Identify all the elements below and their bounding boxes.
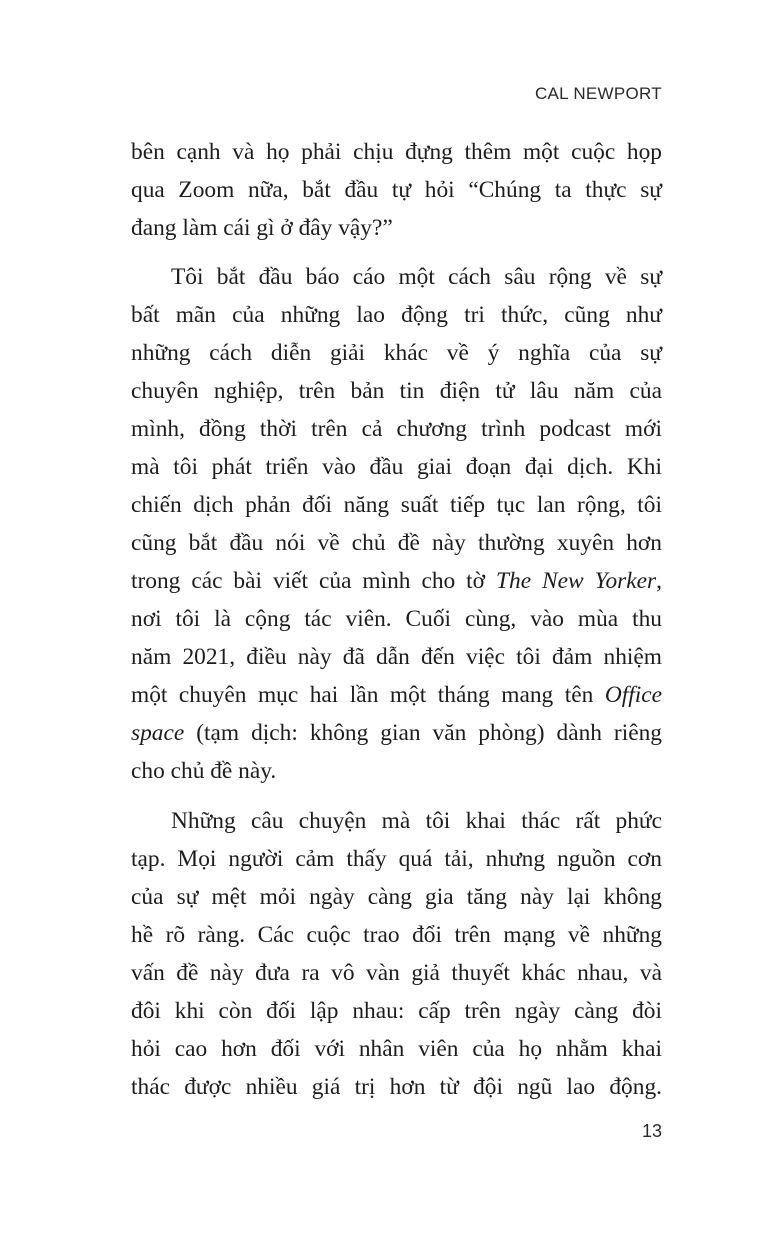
text-line: những cách diễn giải khác về ý nghĩa của sự — [131, 340, 662, 366]
text-line: thác được nhiều giá trị hơn từ đội ngũ lao động. — [131, 1074, 662, 1100]
italic-text: The New Yorker — [496, 568, 657, 594]
text-line: chiến dịch phản đối năng suất tiếp tục lan rộng, tôi — [131, 492, 662, 518]
text-line: cũng bắt đầu nói về chủ đề này thường xuyên hơn — [131, 530, 662, 556]
text-line: bên cạnh và họ phải chịu đựng thêm một cuộc họp — [131, 139, 662, 165]
text-line: Tôi bắt đầu báo cáo một cách sâu rộng về sự — [171, 264, 662, 290]
punctuation: , — [656, 568, 662, 594]
publication-title — [496, 568, 656, 594]
text-span: trong các bài viết của mình cho tờ — [131, 568, 486, 594]
text-span: (tạm dịch: không gian văn phòng) dành riêng — [196, 720, 662, 746]
text-line: đôi khi còn đối lập nhau: cấp trên ngày càng đòi — [131, 998, 662, 1024]
text-line: vấn đề này đưa ra vô vàn giả thuyết khác nhau, và — [131, 960, 662, 986]
text-line: hề rõ ràng. Các cuộc trao đổi trên mạng về những — [131, 922, 662, 948]
text-line: hỏi cao hơn đối với nhân viên của họ nhằm khai — [131, 1036, 662, 1062]
text-line: tạp. Mọi người cảm thấy quá tải, nhưng nguồn cơn — [131, 846, 662, 872]
text-line: cho chủ đề này. — [131, 758, 277, 784]
text-line: đang làm cái gì ở đây vậy?” — [131, 215, 393, 241]
text-line: của sự mệt mỏi ngày càng gia tăng này lại không — [131, 884, 662, 910]
text-line: nơi tôi là cộng tác viên. Cuối cùng, vào mùa thu — [131, 606, 662, 632]
text-line: bất mãn của những lao động tri thức, cũng như — [131, 302, 662, 328]
text-line — [131, 566, 662, 596]
text-line: mình, đồng thời trên cả chương trình podcast mới — [131, 416, 662, 442]
text-line: Những câu chuyện mà tôi khai thác rất phức — [171, 808, 662, 834]
text-line — [131, 718, 662, 748]
column-name-italic: Office — [604, 682, 662, 708]
text-line: mà tôi phát triển vào đầu giai đoạn đại dịch. Khi — [131, 454, 662, 480]
running-head: CAL NEWPORT — [534, 84, 662, 103]
column-name-italic: space — [131, 720, 185, 746]
page-number: 13 — [641, 1121, 662, 1141]
text-line: qua Zoom nữa, bắt đầu tự hỏi “Chúng ta thực sự — [131, 177, 662, 203]
text-line: chuyên nghiệp, trên bản tin điện tử lâu năm của — [131, 378, 662, 404]
text-line: năm 2021, điều này đã dẫn đến việc tôi đảm nhiệm — [131, 644, 662, 670]
text-line — [131, 680, 662, 710]
text-span: một chuyên mục hai lần một tháng mang tên — [131, 682, 594, 708]
